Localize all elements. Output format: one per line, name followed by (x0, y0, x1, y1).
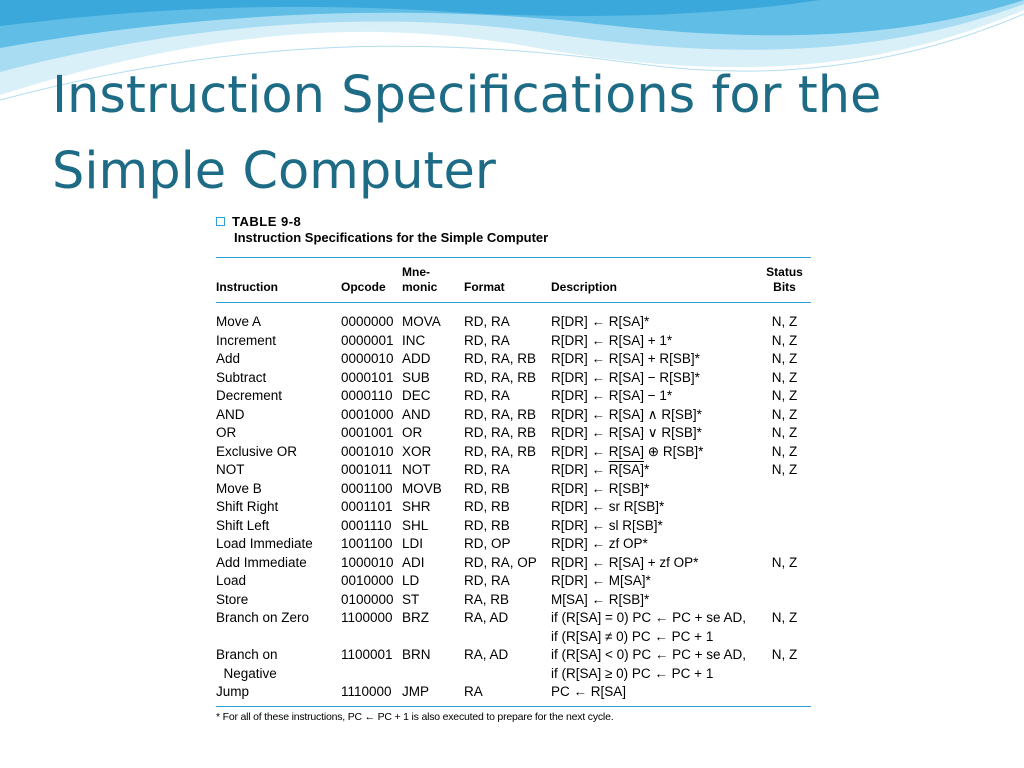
cell-instruction: Negative (216, 665, 277, 681)
cell-description: R[DR] ← R[SA] − R[SB]* (551, 369, 700, 385)
cell-format: RD, RA (464, 573, 510, 588)
cell-opcode: 0001100 (341, 480, 393, 496)
cell-instruction: Shift Left (216, 517, 270, 533)
cell-opcode (341, 628, 402, 647)
cell-mnemonic: BRN (402, 647, 431, 662)
instruction-table-figure (216, 214, 811, 723)
table-row (216, 332, 811, 351)
header-status-bits (758, 258, 811, 302)
cell-description: R[DR] ← sl R[SB]* (551, 517, 663, 533)
header-opcode: Opcode (341, 280, 386, 294)
description-complement: R[SA] (608, 462, 645, 477)
header-status-line2: Bits (773, 280, 796, 294)
cell-instruction: OR (216, 425, 237, 440)
cell-format: RD, RA (464, 462, 510, 477)
table-row (216, 387, 811, 406)
cell-status: N, Z (771, 332, 798, 348)
cell-format: RD, RA (464, 332, 510, 348)
cell-opcode: 0100000 (341, 591, 394, 607)
cell-format: RD, RB (464, 517, 510, 533)
cell-description: R[DR] ← R[SA] ∧ R[SB]* (551, 406, 702, 422)
cell-description: R[DR] ← R[SB]* (551, 480, 650, 496)
cell-format: RD, RA, RB (464, 425, 537, 440)
cell-instruction: Add (216, 351, 241, 366)
cell-mnemonic: DEC (402, 388, 431, 403)
cell-opcode: 0001000 (341, 406, 394, 422)
cell-description: R[DR] ← M[SA]* (551, 573, 651, 588)
table-caption (216, 214, 811, 245)
cell-instruction: Branch on Zero (216, 610, 310, 625)
table-row (216, 350, 811, 369)
cell-opcode: 1100001 (341, 647, 393, 662)
cell-instruction: Add Immediate (216, 554, 307, 570)
cell-format: RD, RA (464, 314, 510, 329)
cell-status (758, 628, 811, 647)
cell-format: RD, RA, OP (464, 554, 537, 570)
cell-instruction: Move A (216, 314, 262, 329)
table-row (216, 406, 811, 425)
cell-status: N, Z (771, 351, 798, 366)
cell-status: N, Z (771, 406, 798, 422)
cell-format (464, 665, 551, 684)
cell-opcode: 0000001 (341, 332, 394, 348)
cell-description: R[DR] ← R[SA] + zf OP* (551, 554, 699, 570)
table-row (216, 443, 811, 462)
cell-mnemonic: MOVB (402, 480, 442, 496)
cell-instruction: NOT (216, 462, 245, 477)
cell-opcode: 0001110 (341, 517, 392, 533)
caption-square-icon (216, 217, 225, 226)
cell-format: RD, RA (464, 388, 510, 403)
cell-status: N, Z (771, 388, 798, 403)
table-row (216, 480, 811, 499)
cell-opcode: 0000101 (341, 369, 394, 385)
cell-mnemonic: BRZ (402, 610, 429, 625)
cell-instruction: Increment (216, 332, 277, 348)
cell-instruction: Decrement (216, 388, 283, 403)
cell-description: M[SA] ← R[SB]* (551, 591, 650, 607)
cell-status (758, 683, 811, 706)
cell-instruction: AND (216, 406, 245, 422)
table-row (216, 609, 811, 628)
cell-format: RD, RA, RB (464, 406, 537, 422)
cell-description: R[DR] ← R[SA] − 1* (551, 388, 673, 403)
table-row (216, 517, 811, 536)
description-suffix: * (644, 462, 650, 477)
cell-mnemonic: LDI (402, 536, 424, 551)
cell-format: RD, RA, RB (464, 351, 537, 366)
table-row (216, 665, 811, 684)
cell-opcode: 0001101 (341, 499, 393, 514)
cell-format: RA (464, 684, 483, 699)
table-header-row (216, 258, 811, 302)
cell-description: R[DR] ← sr R[SB]* (551, 499, 665, 514)
cell-description: R[DR] ← zf OP* (551, 536, 648, 551)
table-row (216, 683, 811, 706)
cell-opcode: 0010000 (341, 573, 394, 588)
cell-mnemonic (402, 665, 464, 684)
table-row (216, 572, 811, 591)
cell-format: RD, RB (464, 480, 510, 496)
table-label: TABLE 9-8 (232, 214, 302, 229)
cell-instruction: Move B (216, 480, 262, 496)
cell-opcode: 0001010 (341, 443, 394, 459)
header-mnemonic-line1: Mne- (402, 265, 430, 279)
cell-mnemonic: SHR (402, 499, 431, 514)
table-row (216, 424, 811, 443)
cell-instruction: Load Immediate (216, 536, 313, 551)
cell-status: N, Z (771, 314, 798, 329)
cell-description: R[DR] ← R[SA] ⊕ R[SB]* (551, 443, 704, 459)
cell-opcode (341, 665, 402, 684)
cell-mnemonic: ST (402, 591, 420, 607)
cell-status (758, 535, 811, 554)
cell-description: R[DR] ← R[SA]* (551, 314, 650, 329)
header-mnemonic (402, 258, 464, 302)
cell-opcode: 0000110 (341, 388, 393, 403)
cell-description: if (R[SA] ≥ 0) PC ← PC + 1 (551, 665, 714, 681)
table-bottom-rule (216, 706, 811, 707)
header-mnemonic-line2: monic (402, 280, 438, 294)
cell-status: N, Z (771, 647, 798, 662)
cell-instruction: Store (216, 591, 249, 607)
cell-mnemonic: INC (402, 332, 426, 348)
cell-status (758, 480, 811, 499)
cell-description: R[DR] ← R[SA] + 1* (551, 332, 673, 348)
cell-description: if (R[SA] = 0) PC ← PC + se AD, (551, 610, 747, 625)
cell-mnemonic: ADD (402, 351, 431, 366)
cell-description: if (R[SA] < 0) PC ← PC + se AD, (551, 647, 747, 662)
cell-opcode: 1000010 (341, 554, 394, 570)
cell-description (551, 461, 758, 480)
cell-instruction: Shift Right (216, 499, 279, 514)
cell-instruction: Exclusive OR (216, 443, 298, 459)
header-description: Description (551, 280, 618, 294)
cell-mnemonic (402, 628, 464, 647)
cell-instruction (216, 628, 341, 647)
cell-description: R[DR] ← R[SA] ∨ R[SB]* (551, 425, 702, 440)
table-row (216, 369, 811, 388)
cell-format: RD, RA, RB (464, 443, 537, 459)
table-row (216, 628, 811, 647)
table-row (216, 461, 811, 480)
header-instruction: Instruction (216, 280, 278, 294)
table-body (216, 303, 811, 706)
cell-mnemonic: SUB (402, 369, 430, 385)
cell-mnemonic: AND (402, 406, 431, 422)
description-prefix: R[DR] ← (551, 462, 609, 477)
cell-description: if (R[SA] ≠ 0) PC ← PC + 1 (551, 628, 714, 644)
cell-mnemonic: MOVA (402, 314, 441, 329)
cell-status (758, 517, 811, 536)
cell-status: N, Z (771, 462, 798, 477)
cell-opcode: 1110000 (341, 684, 392, 699)
header-format: Format (464, 280, 505, 294)
table-caption-title: Instruction Specifications for the Simple Computer (234, 230, 549, 245)
cell-opcode: 1001100 (341, 536, 393, 551)
cell-opcode: 0000010 (341, 351, 394, 366)
cell-status: N, Z (771, 369, 798, 385)
cell-opcode: 0001001 (341, 425, 394, 440)
slide-title: Instruction Specifications for the Simple Computer (52, 66, 882, 201)
cell-mnemonic: SHL (402, 517, 429, 533)
table-row (216, 646, 811, 665)
table-row (216, 498, 811, 517)
table-row (216, 554, 811, 573)
cell-format: RA, RB (464, 591, 510, 607)
cell-status (758, 665, 811, 684)
table-footnote: * For all of these instructions, PC ← PC + 1 is also executed to prepare for the next cycle. (216, 710, 614, 723)
cell-instruction: Subtract (216, 369, 267, 385)
cell-opcode: 1100000 (341, 610, 393, 625)
cell-format (464, 628, 551, 647)
cell-opcode: 0001011 (341, 462, 393, 477)
table-row (216, 535, 811, 554)
instruction-spec-table (216, 258, 811, 706)
cell-instruction: Branch on (216, 647, 278, 662)
cell-format: RA, AD (464, 610, 509, 625)
cell-status (758, 498, 811, 517)
cell-status: N, Z (771, 554, 798, 570)
header-status-line1: Status (766, 265, 803, 279)
cell-status (758, 591, 811, 610)
cell-mnemonic: XOR (402, 443, 432, 459)
cell-description: R[DR] ← R[SA] + R[SB]* (551, 351, 700, 366)
cell-mnemonic: ADI (402, 554, 425, 570)
cell-format: RA, AD (464, 647, 509, 662)
cell-status: N, Z (771, 443, 798, 459)
cell-mnemonic: OR (402, 425, 423, 440)
cell-mnemonic: JMP (402, 684, 429, 699)
table-row (216, 591, 811, 610)
cell-format: RD, RB (464, 499, 510, 514)
cell-opcode: 0000000 (341, 314, 394, 329)
table-row (216, 303, 811, 332)
cell-status (758, 572, 811, 591)
cell-mnemonic: NOT (402, 462, 431, 477)
cell-format: RD, OP (464, 536, 511, 551)
cell-status: N, Z (771, 425, 798, 440)
cell-instruction: Jump (216, 684, 250, 699)
cell-format: RD, RA, RB (464, 369, 537, 385)
cell-description: PC ← R[SA] (551, 684, 627, 699)
cell-instruction: Load (216, 573, 247, 588)
cell-status: N, Z (771, 610, 798, 625)
cell-mnemonic: LD (402, 573, 420, 588)
